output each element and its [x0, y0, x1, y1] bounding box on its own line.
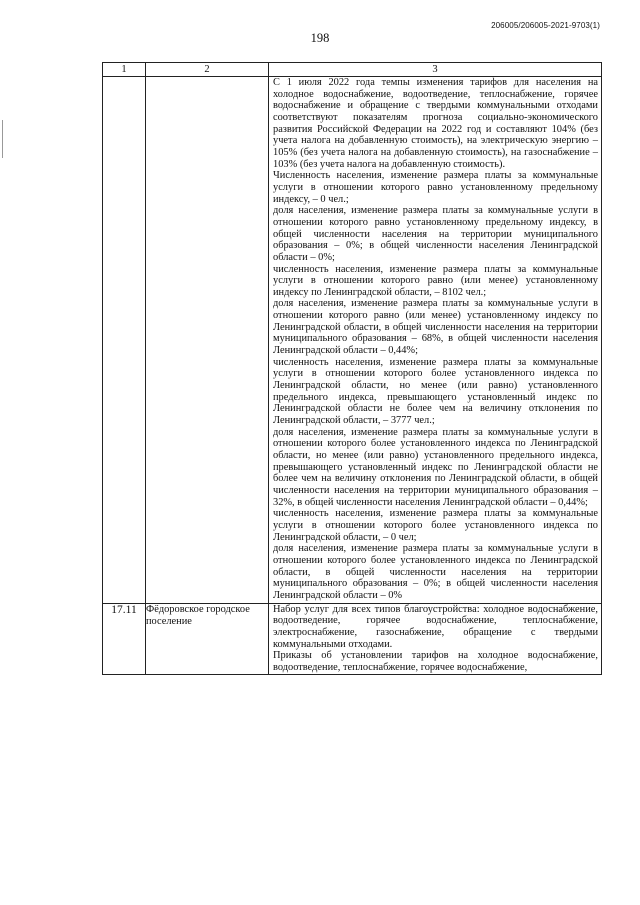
paragraph: Численность населения, изменение размера платы за коммунальные услуги в отношении которого равно установленному предельному индексу, – 0 чел.; — [273, 170, 598, 205]
paragraph: Приказы об установлении тарифов на холодное водоснабжение, водоотведение, теплоснабжение, горячее водоснабжение, — [273, 650, 598, 673]
settlement-name-cell: Фёдоровское городское поселение — [146, 603, 269, 675]
description-cell — [269, 77, 602, 604]
settlement-name-cell — [146, 77, 269, 604]
row-number-cell — [103, 77, 146, 604]
paragraph: доля населения, изменение размера платы за коммунальные услуги в отношении которого более установленного индекса по Ленинградской области, но менее (или равно) установленного предельного индекса, превышающего установленный индекс по Ленинградской области не более чем на величину отклонения по Ленинградской области, в общей численности населения на территории муниципального образования – 32%, в общей численности населения Ленинградской области – 0,44%; — [273, 426, 598, 508]
column-header: 1 — [103, 63, 146, 77]
paragraph: доля населения, изменение размера платы за коммунальные услуги в отношении которого более установленного индекса по Ленинградской области, в общей численности населения на территории муниципального образования – 0%; в общей численности населения Ленинградской области – 0% — [273, 543, 598, 601]
scan-edge-mark — [2, 120, 3, 158]
paragraph: численность населения, изменение размера платы за коммунальные услуги в отношении которого более установленного индекса по Ленинградской области, но менее (или равно) установленного предельного индекса, превышающего установленный индекс по Ленинградской области не более чем на величину отклонения по Ленинградской области, – 3777 чел.; — [273, 356, 598, 427]
row-number-cell: 17.11 — [103, 603, 146, 675]
table-row — [103, 77, 602, 604]
paragraph: Набор услуг для всех типов благоустройства: холодное водоснабжение, водоотведение, горячее водоснабжение, теплоснабжение, электроснабжение, газоснабжение, обращение с твердыми коммунальными отходами. — [273, 603, 598, 650]
paragraph: доля населения, изменение размера платы за коммунальные услуги в отношении которого равно (или менее) установленному индексу по Ленинградской области, в общей численности населения на территории муниципального образования – 68%, в общей численности населения Ленинградской области – 0,44%; — [273, 298, 598, 357]
paragraph: С 1 июля 2022 года темпы изменения тарифов для населения на холодное водоснабжение, водоотведение, теплоснабжение, горячее водоснабжение и обращение с твердыми коммунальными отходами соответствуют показателям прогноза социально-экономического развития Российской Федерации на 2022 год и составляют 104% (без учета налога на добавленную стоимость), на электрическую энергию – 105% (без учета налога на добавленную стоимость), на газоснабжение – 103% (без учета налога на добавленную стоимость). — [273, 77, 598, 170]
column-header: 2 — [146, 63, 269, 77]
table-header-row — [103, 63, 602, 77]
paragraph: численность населения, изменение размера платы за коммунальные услуги в отношении которого более установленного индекса по Ленинградской области, – 0 чел; — [273, 508, 598, 543]
paragraph: численность населения, изменение размера платы за коммунальные услуги в отношении которого равно (или менее) установленному индексу по Ленинградской области, – 8102 чел.; — [273, 263, 598, 298]
table-row — [103, 603, 602, 675]
document-code: 206005/206005-2021-9703(1) — [491, 21, 600, 30]
page-number: 198 — [310, 31, 330, 45]
paragraph: доля населения, изменение размера платы за коммунальные услуги в отношении которого равно установленному предельному индексу, в общей численности населения на территории муниципального образования – 0%; в общей численности населения Ленинградской области – 0%; — [273, 205, 598, 263]
description-cell — [269, 603, 602, 675]
data-table — [102, 62, 602, 675]
column-header: 3 — [269, 63, 602, 77]
